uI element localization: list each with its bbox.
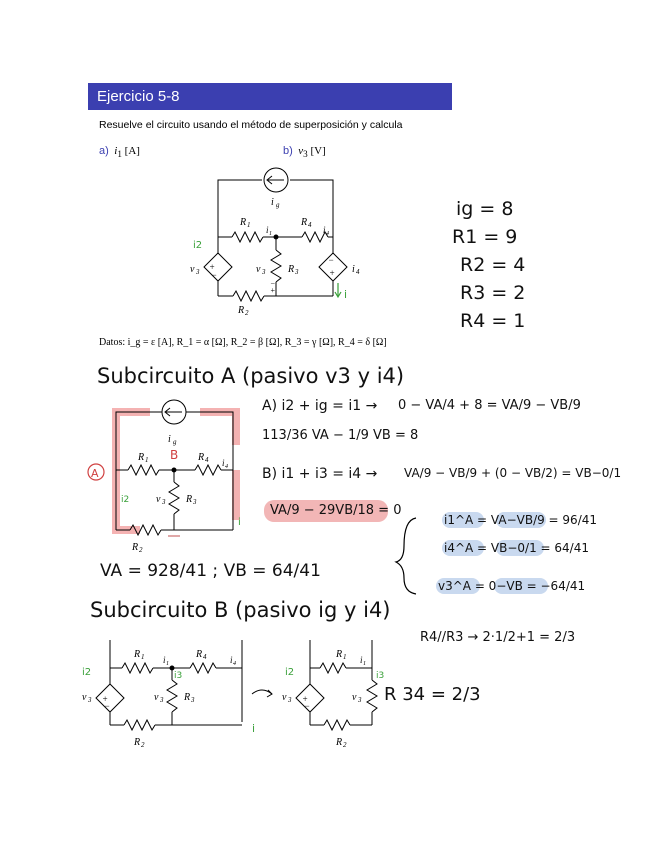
eq-b1-left: B) i1 + i3 = i4 → <box>262 466 378 482</box>
green-i2-main: i2 <box>193 240 203 251</box>
svg-text:2: 2 <box>139 546 143 554</box>
label-v3-mid: v <box>256 264 261 275</box>
label-v3-left: v <box>190 264 195 275</box>
svg-text:3: 3 <box>160 696 164 704</box>
eq-a1-right: 0 − VA/4 + 8 = VA/9 − VB/9 <box>398 398 581 413</box>
result-i1: i1^A = VA−VB/9 = 96/41 <box>444 513 598 527</box>
label-i1: i <box>266 225 269 235</box>
svg-text:i2: i2 <box>121 495 130 505</box>
svg-text:+: + <box>209 262 216 272</box>
svg-text:2: 2 <box>343 741 347 749</box>
svg-text:3: 3 <box>193 498 197 506</box>
svg-text:1: 1 <box>343 653 347 661</box>
svg-text:3: 3 <box>88 696 92 704</box>
label-i4: i <box>323 225 326 235</box>
svg-text:i: i <box>222 458 225 468</box>
parallel-calc: R4//R3 → 2·1/2+1 = 2/3 <box>420 630 576 645</box>
subcircuit-b-title: Subcircuito B (pasivo ig y i4) <box>90 598 391 622</box>
svg-text:−: − <box>328 255 335 265</box>
svg-text:1: 1 <box>145 456 149 464</box>
svg-text:3: 3 <box>288 696 292 704</box>
result-v3: v3^A = 0−VB = −64/41 <box>438 579 586 593</box>
svg-text:1: 1 <box>141 653 145 661</box>
svg-text:g: g <box>173 438 177 446</box>
svg-text:R: R <box>134 737 141 748</box>
svg-text:−: − <box>304 701 311 711</box>
svg-text:g: g <box>276 201 280 209</box>
label-ig: i <box>271 197 274 208</box>
svg-text:−: − <box>270 279 276 288</box>
svg-text:i: i <box>360 655 363 665</box>
svg-text:3: 3 <box>191 696 195 704</box>
svg-text:3: 3 <box>262 268 266 276</box>
svg-text:−: − <box>104 701 111 711</box>
svg-text:3: 3 <box>295 268 299 276</box>
r34-result: R 34 = 2/3 <box>384 684 481 705</box>
svg-text:3: 3 <box>196 268 200 276</box>
eq-b1-right: VA/9 − VB/9 + (0 − VB/2) = VB−0/1 <box>404 466 622 480</box>
svg-text:+: + <box>270 286 276 295</box>
svg-text:R: R <box>134 649 141 660</box>
svg-text:2: 2 <box>245 309 249 317</box>
svg-text:i: i <box>230 655 233 665</box>
svg-text:i3: i3 <box>174 671 183 681</box>
svg-text:i: i <box>168 434 171 445</box>
svg-text:v: v <box>154 692 159 703</box>
label-R2: R <box>238 305 245 316</box>
svg-text:1: 1 <box>166 661 169 667</box>
svg-text:R: R <box>336 649 343 660</box>
hw-r2: R2 = 4 <box>460 254 526 276</box>
hw-r4: R4 = 1 <box>460 310 526 332</box>
hw-ig: ig = 8 <box>456 198 514 220</box>
svg-text:R: R <box>184 692 191 703</box>
svg-text:R: R <box>336 737 343 748</box>
svg-text:1: 1 <box>363 661 366 667</box>
svg-text:4: 4 <box>233 661 236 667</box>
svg-text:−: − <box>211 270 218 280</box>
svg-text:R: R <box>196 649 203 660</box>
svg-text:R: R <box>198 452 205 463</box>
node-b-label: B <box>170 448 179 462</box>
label-R1: R <box>240 217 247 228</box>
eq-b2: VA/9 − 29VB/18 = 0 <box>270 503 402 518</box>
svg-text:i2: i2 <box>82 667 92 678</box>
svg-text:R: R <box>132 542 139 553</box>
svg-text:i: i <box>252 722 256 735</box>
svg-text:4: 4 <box>326 231 329 237</box>
exercise-prompt: Resuelve el circuito usando el método de superposición y calcula <box>99 119 403 131</box>
svg-text:i2: i2 <box>285 667 295 678</box>
svg-text:4: 4 <box>203 653 207 661</box>
svg-text:v: v <box>282 692 287 703</box>
item-a: a) $i_1$ [A] <box>99 145 140 160</box>
eq-a2: 113/36 VA − 1/9 VB = 8 <box>262 428 419 443</box>
svg-text:2: 2 <box>141 741 145 749</box>
svg-text:v: v <box>156 494 161 505</box>
svg-text:i: i <box>163 655 166 665</box>
svg-text:+: + <box>102 694 109 704</box>
exercise-title: Ejercicio 5-8 <box>88 83 452 110</box>
item-b: b) $v_3$ [V] <box>283 145 326 160</box>
node-a-label: A <box>91 467 99 480</box>
svg-text:+: + <box>302 694 309 704</box>
eq-a1-left: A) i2 + ig = i1 → <box>262 398 378 414</box>
svg-text:4: 4 <box>308 221 312 229</box>
va-vb-result: VA = 928/41 ; VB = 64/41 <box>100 561 321 581</box>
hw-r1: R1 = 9 <box>452 226 518 248</box>
svg-text:1: 1 <box>269 231 272 237</box>
svg-text:3: 3 <box>162 498 166 506</box>
svg-text:v: v <box>352 692 357 703</box>
svg-text:4: 4 <box>356 268 360 276</box>
svg-text:R: R <box>138 452 145 463</box>
label-R4: R <box>301 217 308 228</box>
svg-text:4: 4 <box>225 464 228 470</box>
svg-text:1: 1 <box>247 221 251 229</box>
label-R3: R <box>288 264 295 275</box>
svg-text:i3: i3 <box>376 671 385 681</box>
result-i4: i4^A = VB−0/1 = 64/41 <box>444 541 589 555</box>
svg-text:3: 3 <box>358 696 362 704</box>
green-i-main: i <box>344 288 348 301</box>
subcircuit-a-title: Subcircuito A (pasivo v3 y i4) <box>97 364 405 388</box>
svg-text:4: 4 <box>205 456 209 464</box>
label-i4-src: i <box>352 264 355 275</box>
datos-line: Datos: i_g = ε [A], R_1 = α [Ω], R_2 = β [Ω], R_3 = γ [Ω], R_4 = δ [Ω] <box>99 337 387 348</box>
hw-r3: R3 = 2 <box>460 282 526 304</box>
svg-text:+: + <box>329 268 336 278</box>
svg-text:i: i <box>238 517 241 528</box>
svg-text:R: R <box>186 494 193 505</box>
svg-text:v: v <box>82 692 87 703</box>
